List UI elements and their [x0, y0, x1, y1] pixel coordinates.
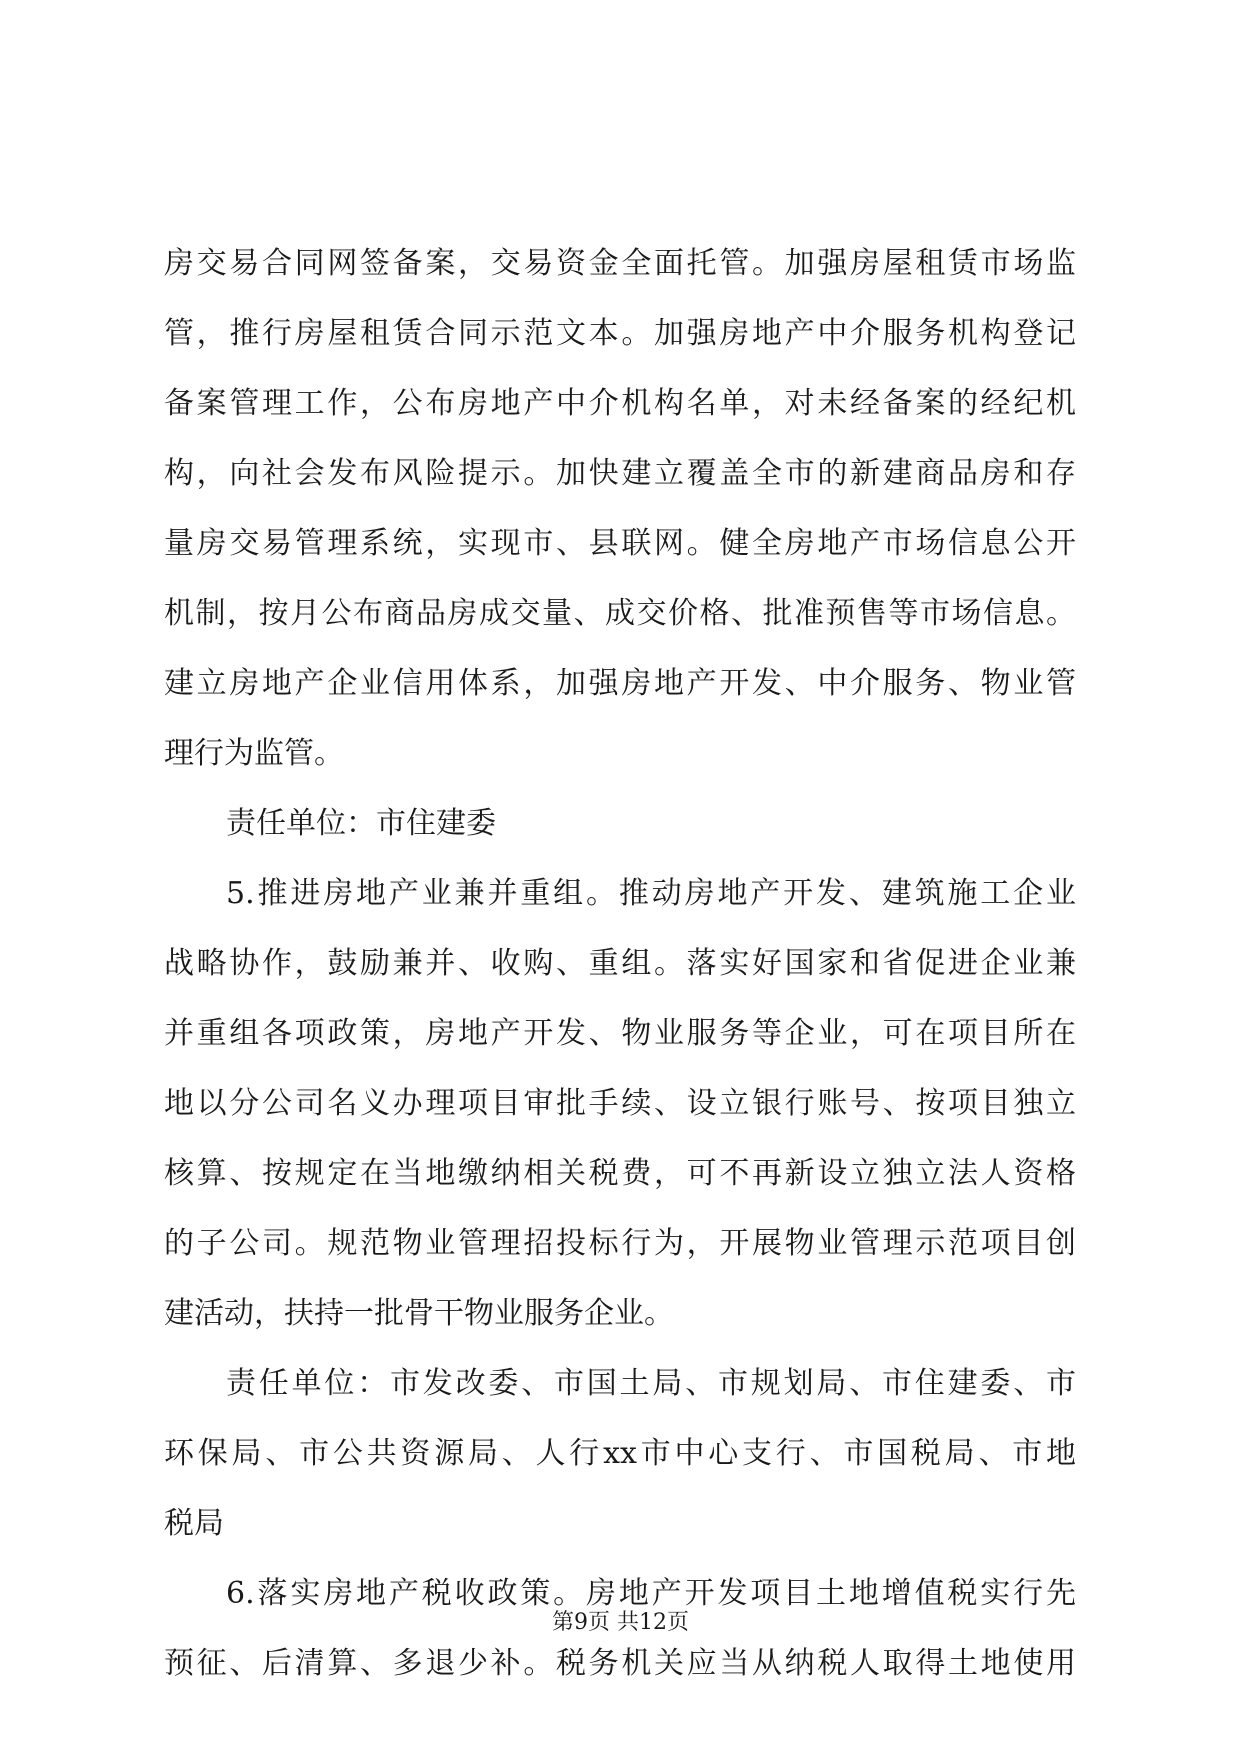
- section-heading-line: 6.落实房地产税收政策。房地产开发项目土地增值税实行先: [226, 1576, 1076, 1611]
- responsible-unit-line: 责任单位：市发改委、市国土局、市规划局、市住建委、市: [226, 1366, 1076, 1401]
- text-line: 核算、按规定在当地缴纳相关税费，可不再新设立独立法人资格: [164, 1156, 1076, 1191]
- text-line: 建活动，扶持一批骨干物业服务企业。: [164, 1296, 674, 1331]
- text-line: 的子公司。规范物业管理招投标行为，开展物业管理示范项目创: [164, 1226, 1076, 1261]
- responsible-unit-line: 责任单位：市住建委: [226, 806, 496, 841]
- text-line: 备案管理工作，公布房地产中介机构名单，对未经备案的经纪机: [164, 386, 1076, 421]
- text-line: 并重组各项政策，房地产开发、物业服务等企业，可在项目所在: [164, 1016, 1076, 1051]
- text-line: 地以分公司名义办理项目审批手续、设立银行账号、按项目独立: [164, 1086, 1076, 1121]
- text-line: 建立房地产企业信用体系，加强房地产开发、中介服务、物业管: [164, 666, 1076, 701]
- text-line: 理行为监管。: [164, 736, 344, 771]
- text-line: 构，向社会发布风险提示。加快建立覆盖全市的新建商品房和存: [164, 456, 1076, 491]
- text-line: 机制，按月公布商品房成交量、成交价格、批准预售等市场信息。: [164, 596, 1076, 631]
- text-line: 税局: [164, 1506, 224, 1541]
- text-line: 管，推行房屋租赁合同示范文本。加强房地产中介服务机构登记: [164, 316, 1076, 351]
- page-number-footer: 第9页 共12页: [552, 1610, 689, 1635]
- section-heading-line: 5.推进房地产业兼并重组。推动房地产开发、建筑施工企业: [226, 876, 1076, 911]
- text-line: 量房交易管理系统，实现市、县联网。健全房地产市场信息公开: [164, 526, 1076, 561]
- text-line: 房交易合同网签备案，交易资金全面托管。加强房屋租赁市场监: [164, 246, 1076, 281]
- text-line: 环保局、市公共资源局、人行xx市中心支行、市国税局、市地: [164, 1436, 1076, 1471]
- text-line: 预征、后清算、多退少补。税务机关应当从纳税人取得土地使用: [164, 1646, 1076, 1681]
- document-body: [164, 229, 1076, 1699]
- text-line: 战略协作，鼓励兼并、收购、重组。落实好国家和省促进企业兼: [164, 946, 1076, 981]
